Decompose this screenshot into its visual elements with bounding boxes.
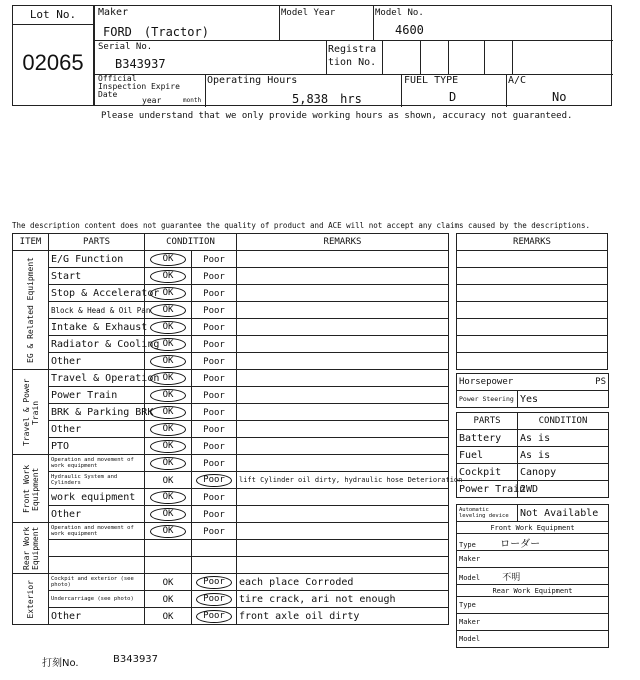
rear-maker-label: Maker [459, 618, 481, 626]
parts-name: Cockpit [457, 464, 518, 481]
remark-cell [237, 506, 449, 523]
parts-row [457, 430, 609, 447]
remark-cell: each place Corroded [237, 574, 449, 591]
table-row [13, 251, 449, 268]
remark-cell [237, 353, 449, 370]
front-maker-row [457, 551, 609, 568]
remark-cell [237, 387, 449, 404]
ok-option-selected: OK [150, 355, 186, 368]
remark-cell [237, 336, 449, 353]
condition-poor-cell[interactable] [192, 523, 237, 540]
serial-cell [95, 40, 327, 75]
power-steering-value: Yes [518, 391, 609, 408]
part-name: Travel & Operation [49, 370, 145, 387]
hours-cell [205, 74, 402, 107]
table-row [13, 302, 449, 319]
condition-ok-cell[interactable] [145, 370, 192, 387]
model-no-value: 4600 [395, 23, 424, 37]
reg-box-2 [420, 40, 449, 75]
parts-row [457, 481, 609, 498]
poor-option: Poor [203, 322, 225, 333]
front-title: Front Work Equipment [457, 522, 609, 534]
condition-ok-cell[interactable] [145, 319, 192, 336]
table-row [13, 557, 449, 574]
maker-value: FORD (Tractor) [103, 25, 209, 39]
poor-option: Poor [203, 373, 225, 384]
part-name: Other [49, 608, 145, 625]
hours-value: 5,838 hrs [292, 92, 362, 106]
poor-option: Poor [203, 356, 225, 367]
side-remark-line [457, 302, 608, 319]
condition-poor-cell[interactable] [192, 438, 237, 455]
condition-ok-cell[interactable] [145, 336, 192, 353]
col-item: ITEM [13, 234, 49, 251]
hours-note: Please understand that we only provide working hours as shown, accuracy not guaranteed. [101, 111, 573, 121]
parts-row [457, 447, 609, 464]
part-name: Undercarriage (see photo) [49, 591, 145, 608]
ok-option: OK [162, 594, 174, 605]
condition-ok-cell[interactable] [145, 353, 192, 370]
item-group-label: Travel & Power Train [21, 378, 40, 446]
table-row [13, 319, 449, 336]
front-model-row [457, 568, 609, 585]
item-group-label: Exterior [26, 579, 35, 619]
poor-option: Poor [203, 526, 225, 537]
remark-cell: front axle oil dirty [237, 608, 449, 625]
front-type-row [457, 534, 609, 551]
maker-label: Maker [98, 7, 129, 18]
front-model-label: Model [459, 573, 481, 582]
poor-option-selected: Poor [196, 610, 232, 623]
ok-option-selected: OK [150, 457, 186, 470]
table-row [13, 404, 449, 421]
remark-cell [237, 438, 449, 455]
part-name: Operation and movement of work equipment [49, 455, 145, 472]
ac-label: A/C [508, 75, 527, 86]
condition-label: CONDITION [518, 413, 609, 430]
parts-row [457, 464, 609, 481]
parts-name: Power Train [457, 481, 518, 498]
condition-poor-cell[interactable] [192, 574, 237, 591]
side-remark-line [457, 319, 608, 336]
poor-option: Poor [203, 390, 225, 401]
ok-option-selected: OK [150, 338, 186, 351]
condition-poor-cell[interactable] [192, 353, 237, 370]
item-group-label: Front Work Equipment [21, 464, 40, 513]
serial-value: B343937 [115, 57, 166, 71]
condition-poor-cell[interactable] [192, 506, 237, 523]
poor-option-selected: Poor [196, 474, 232, 487]
remark-cell [237, 285, 449, 302]
stamp-label: 打刻No. [42, 658, 79, 669]
table-row [13, 608, 449, 625]
part-name: Power Train [49, 387, 145, 404]
ok-option-selected: OK [150, 253, 186, 266]
item-group-cell [13, 523, 49, 574]
power-steering-label: Power Steering [457, 391, 518, 408]
auto-level-value: Not Available [518, 505, 609, 522]
remark-cell [237, 268, 449, 285]
part-name: Hydraulic System and Cylinders [49, 472, 145, 489]
col-remarks: REMARKS [237, 234, 449, 251]
ok-option-selected: OK [150, 304, 186, 317]
side-remark-line [457, 353, 608, 370]
table-row [13, 336, 449, 353]
condition-ok-cell[interactable] [145, 387, 192, 404]
parts-condition: 2WD [518, 481, 609, 498]
remark-cell: tire crack, ari not enough [237, 591, 449, 608]
col-parts: PARTS [49, 234, 145, 251]
table-row [13, 540, 449, 557]
model-no-cell [373, 6, 613, 41]
condition-poor-cell[interactable] [192, 251, 237, 268]
table-row [13, 591, 449, 608]
item-group-label: EG & Related Equipment [26, 257, 35, 363]
condition-ok-cell[interactable] [145, 574, 192, 591]
condition-poor-cell[interactable] [192, 421, 237, 438]
remark-cell [237, 557, 449, 574]
part-name: work equipment [49, 489, 145, 506]
condition-poor-cell[interactable] [192, 285, 237, 302]
condition-poor-cell[interactable] [192, 319, 237, 336]
parts-condition: As is [518, 447, 609, 464]
registration-cell [326, 40, 383, 75]
horsepower-unit: PS [518, 374, 609, 391]
condition-poor-cell[interactable] [192, 608, 237, 625]
condition-poor-cell[interactable] [192, 302, 237, 319]
poor-option: Poor [203, 458, 225, 469]
remark-cell [237, 523, 449, 540]
table-row [13, 574, 449, 591]
table-row [13, 285, 449, 302]
stamp-value: B343937 [113, 654, 159, 665]
part-name: Radiator & Cooling [49, 336, 145, 353]
disclaimer: The description content does not guarantee the quality of product and ACE will not accept any claims caused by the descriptions. [12, 221, 590, 230]
condition-poor-cell[interactable] [192, 336, 237, 353]
remark-cell [237, 319, 449, 336]
fuel-value: D [449, 90, 457, 104]
poor-option: Poor [203, 254, 225, 265]
poor-option: Poor [203, 305, 225, 316]
spec-panel [456, 373, 608, 648]
month-label: month [183, 97, 202, 104]
poor-option-selected: Poor [196, 576, 232, 589]
remark-cell [237, 455, 449, 472]
condition-ok-cell[interactable] [145, 557, 192, 574]
ok-option-selected: OK [150, 508, 186, 521]
ok-option-selected: OK [150, 389, 186, 402]
hours-label: Operating Hours [207, 75, 298, 86]
part-name: BRK & Parking BRK [49, 404, 145, 421]
table-row [13, 472, 449, 489]
model-no-label: Model No. [375, 8, 424, 18]
registration-label: Registration No. [328, 44, 377, 68]
rear-type-row [457, 597, 609, 614]
ok-option-selected: OK [150, 406, 186, 419]
part-name: Block & Head & Oil Pan [49, 302, 145, 319]
remark-cell [237, 370, 449, 387]
table-row [13, 421, 449, 438]
table-row [13, 268, 449, 285]
condition-poor-cell[interactable] [192, 455, 237, 472]
lot-value: 02065 [22, 50, 84, 75]
ok-option-selected: OK [150, 423, 186, 436]
col-condition: CONDITION [145, 234, 237, 251]
inspection-cell [95, 74, 206, 107]
parts-name: Battery [457, 430, 518, 447]
condition-ok-cell[interactable] [145, 421, 192, 438]
remark-cell: lift Cylinder oil dirty, hydraulic hose Deterioration [237, 472, 449, 489]
remark-cell [237, 251, 449, 268]
ok-option: OK [162, 611, 174, 622]
table-row [13, 370, 449, 387]
ok-option-selected: OK [150, 525, 186, 538]
rear-type-label: Type [459, 601, 476, 609]
year-label: year [142, 96, 162, 105]
side-remarks-label: REMARKS [457, 234, 608, 251]
rear-model-label: Model [459, 635, 481, 643]
parts-label: PARTS [457, 413, 518, 430]
part-name [49, 557, 145, 574]
table-row [13, 387, 449, 404]
part-name: Other [49, 506, 145, 523]
condition-poor-cell[interactable] [192, 591, 237, 608]
side-panel [456, 233, 608, 370]
condition-ok-cell[interactable] [145, 455, 192, 472]
side-remark-line [457, 336, 608, 353]
poor-option: Poor [203, 288, 225, 299]
condition-ok-cell[interactable] [145, 268, 192, 285]
lot-label: Lot No. [13, 8, 93, 25]
remark-cell [237, 421, 449, 438]
serial-label: Serial No. [98, 42, 153, 52]
condition-poor-cell[interactable] [192, 489, 237, 506]
reg-box-3 [448, 40, 485, 75]
part-name: Intake & Exhaust [49, 319, 145, 336]
rear-maker-row [457, 614, 609, 631]
lot-box [12, 5, 94, 106]
inspection-table [12, 233, 463, 625]
table-row [13, 506, 449, 523]
condition-poor-cell[interactable] [192, 268, 237, 285]
ac-value: No [552, 90, 567, 104]
poor-option-selected: Poor [196, 593, 232, 606]
side-remark-line [457, 251, 608, 268]
ok-option-selected: OK [150, 321, 186, 334]
remark-cell [237, 302, 449, 319]
table-row [13, 489, 449, 506]
remark-cell [237, 489, 449, 506]
condition-ok-cell[interactable] [145, 472, 192, 489]
ok-option-selected: OK [150, 372, 186, 385]
side-remark-line [457, 285, 608, 302]
condition-poor-cell[interactable] [192, 387, 237, 404]
poor-option: Poor [203, 424, 225, 435]
condition-poor-cell[interactable] [192, 370, 237, 387]
part-name: Other [49, 421, 145, 438]
front-maker-label: Maker [459, 555, 481, 563]
reg-box-5 [512, 40, 613, 75]
table-row [13, 523, 449, 540]
part-name: PTO [49, 438, 145, 455]
front-model-value: 不明 [502, 572, 521, 583]
rear-title: Rear Work Equipment [457, 585, 609, 597]
part-name: Stop & Accelerator [49, 285, 145, 302]
poor-option: Poor [203, 492, 225, 503]
poor-option: Poor [203, 271, 225, 282]
condition-ok-cell[interactable] [145, 608, 192, 625]
parts-condition: As is [518, 430, 609, 447]
condition-poor-cell[interactable] [192, 557, 237, 574]
reg-box-4 [484, 40, 513, 75]
model-year-cell [279, 6, 374, 41]
fuel-cell [401, 74, 507, 107]
front-type-label: Type [459, 540, 476, 549]
condition-ok-cell[interactable] [145, 404, 192, 421]
part-name: Cockpit and exterior (see photo) [49, 574, 145, 591]
item-group-label: Rear Work Equipment [21, 526, 40, 570]
inspection-label: Official Inspection Expire Date [98, 74, 180, 99]
condition-ok-cell[interactable] [145, 540, 192, 557]
condition-poor-cell[interactable] [192, 404, 237, 421]
parts-name: Fuel [457, 447, 518, 464]
maker-cell [95, 6, 280, 41]
front-type-value: ローダー [500, 538, 541, 550]
horsepower-label: Horsepower [457, 374, 518, 391]
parts-condition: Canopy [518, 464, 609, 481]
item-group-cell [13, 370, 49, 455]
condition-ok-cell[interactable] [145, 302, 192, 319]
condition-ok-cell[interactable] [145, 489, 192, 506]
header-grid [94, 5, 612, 106]
part-name: Operation and movement of work equipment [49, 523, 145, 540]
table-row [13, 438, 449, 455]
remark-cell [237, 404, 449, 421]
condition-ok-cell[interactable] [145, 506, 192, 523]
ok-option-selected: OK [150, 491, 186, 504]
ok-option: OK [162, 577, 174, 588]
remark-cell [237, 540, 449, 557]
condition-ok-cell[interactable] [145, 438, 192, 455]
part-name: Other [49, 353, 145, 370]
poor-option: Poor [203, 407, 225, 418]
item-group-cell [13, 251, 49, 370]
condition-poor-cell[interactable] [192, 472, 237, 489]
condition-poor-cell[interactable] [192, 540, 237, 557]
condition-ok-cell[interactable] [145, 251, 192, 268]
reg-box-1 [382, 40, 421, 75]
auto-level-label: Automatic leveling device [457, 505, 518, 522]
poor-option: Poor [203, 509, 225, 520]
model-year-label: Model Year [281, 8, 336, 18]
fuel-label: FUEL TYPE [404, 75, 459, 86]
rear-model-row [457, 631, 609, 648]
item-group-cell [13, 455, 49, 523]
part-name [49, 540, 145, 557]
condition-ok-cell[interactable] [145, 591, 192, 608]
poor-option: Poor [203, 441, 225, 452]
poor-option: Poor [203, 339, 225, 350]
item-group-cell [13, 574, 49, 625]
ok-option-selected: OK [150, 270, 186, 283]
condition-ok-cell[interactable] [145, 523, 192, 540]
table-row [13, 455, 449, 472]
table-row [13, 353, 449, 370]
ok-option: OK [162, 475, 174, 486]
ok-option-selected: OK [150, 287, 186, 300]
part-name: E/G Function [49, 251, 145, 268]
part-name: Start [49, 268, 145, 285]
condition-ok-cell[interactable] [145, 285, 192, 302]
ok-option-selected: OK [150, 440, 186, 453]
side-remark-line [457, 268, 608, 285]
ac-cell [506, 74, 613, 107]
